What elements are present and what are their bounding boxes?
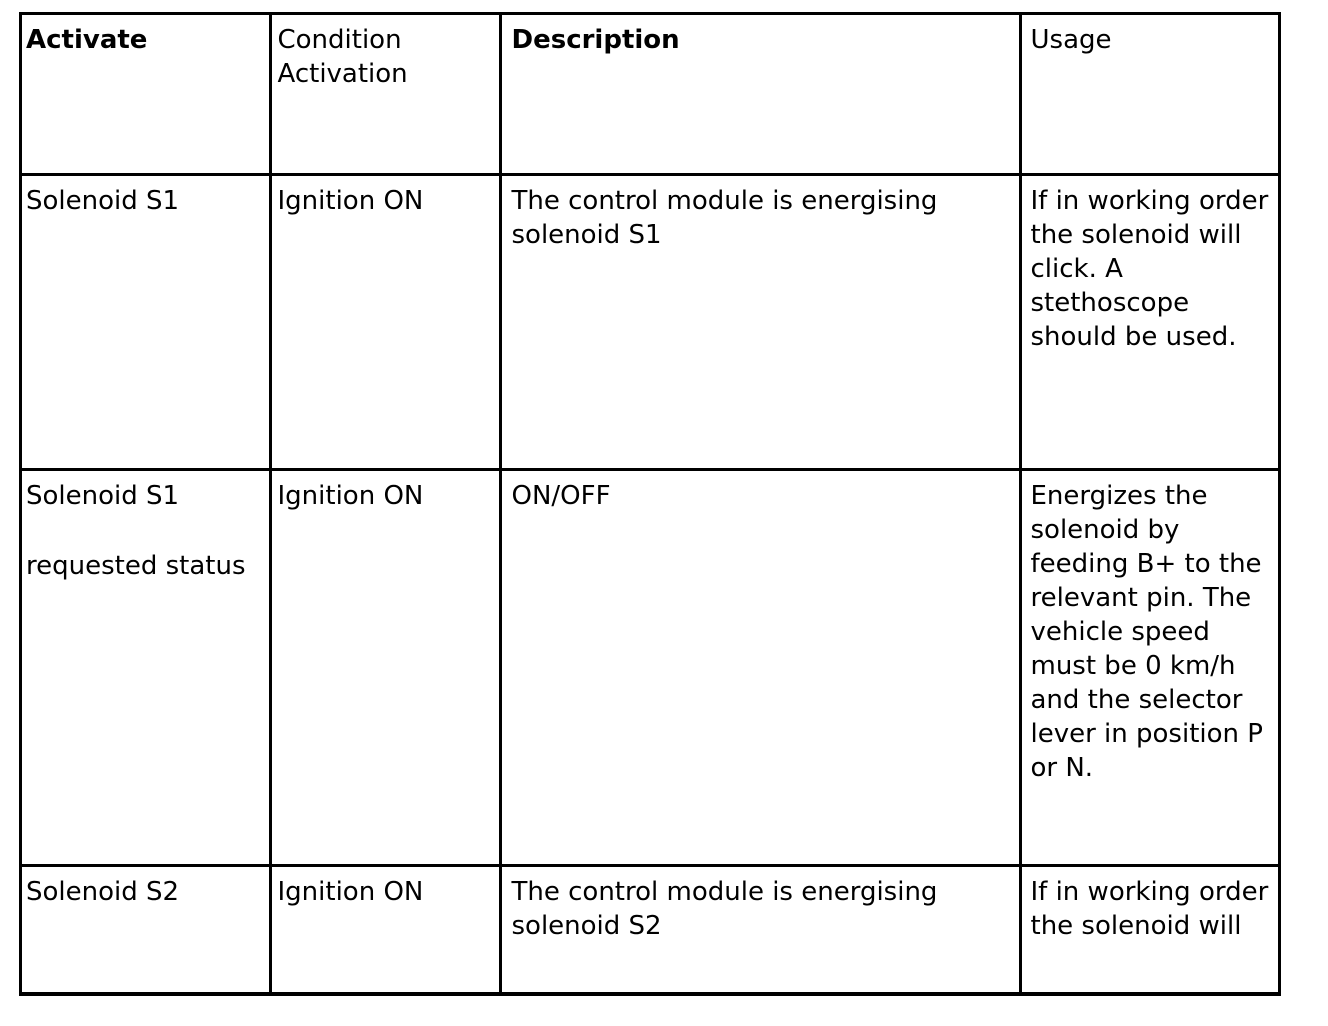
table-row <box>22 865 1278 992</box>
table-row <box>22 174 1278 469</box>
activate-line: Solenoid S1 <box>26 480 180 511</box>
header-usage: Usage <box>1020 15 1278 174</box>
cell-description: The control module is energising solenoid S2 <box>500 865 1020 992</box>
cell-condition: Ignition ON <box>270 469 500 865</box>
table-row <box>22 469 1278 865</box>
cell-description: ON/OFF <box>500 469 1020 865</box>
activate-line: Solenoid S1 <box>26 185 180 216</box>
diagnostic-table <box>19 12 1281 996</box>
cell-condition: Ignition ON <box>270 865 500 992</box>
cell-activate <box>22 469 270 865</box>
table-header-row <box>22 15 1278 174</box>
header-description: Description <box>500 15 1020 174</box>
cell-description: The control module is energising solenoid S1 <box>500 174 1020 469</box>
activate-line: Solenoid S2 <box>26 876 180 907</box>
activate-line: requested status <box>26 550 246 581</box>
cell-activate <box>22 174 270 469</box>
activation-table <box>22 15 1278 992</box>
header-condition-activation: Condition Activation <box>270 15 500 174</box>
cell-activate <box>22 865 270 992</box>
cell-usage: Energizes the solenoid by feeding B+ to the relevant pin. The vehicle speed must be 0 km/h and the selector lever in position P or N. <box>1020 469 1278 865</box>
cell-condition: Ignition ON <box>270 174 500 469</box>
cell-usage: If in working order the solenoid will <box>1030 876 1269 941</box>
cell-usage: If in working order the solenoid will click. A stethoscope should be used. <box>1020 174 1278 469</box>
header-activate: Activate <box>22 15 270 174</box>
